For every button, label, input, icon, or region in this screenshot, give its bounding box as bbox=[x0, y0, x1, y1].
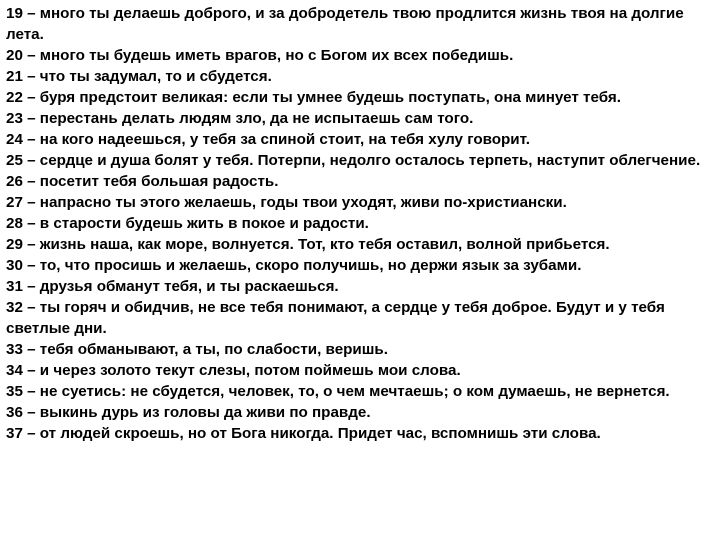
fortune-entry-37: 37 – от людей скроешь, но от Бога никогда. Придет час, вспомнишь эти слова. bbox=[6, 425, 601, 442]
fortune-entry-20: 20 – много ты будешь иметь врагов, но с Богом их всех победишь. bbox=[6, 47, 514, 64]
fortune-entry-26: 26 – посетит тебя большая радость. bbox=[6, 173, 279, 190]
fortune-entry-23: 23 – перестань делать людям зло, да не испытаешь сам того. bbox=[6, 110, 474, 127]
fortune-entry-36: 36 – выкинь дурь из головы да живи по правде. bbox=[6, 404, 371, 421]
fortune-entry-30: 30 – то, что просишь и желаешь, скоро получишь, но держи язык за зубами. bbox=[6, 257, 582, 274]
fortune-entry-25: 25 – сердце и душа болят у тебя. Потерпи, недолго осталось терпеть, наступит облегчение. bbox=[6, 152, 701, 169]
fortune-entry-27: 27 – напрасно ты этого желаешь, годы твои уходят, живи по-христиански. bbox=[6, 194, 567, 211]
fortune-entry-33: 33 – тебя обманывают, а ты, по слабости, веришь. bbox=[6, 341, 388, 358]
fortune-entry-21: 21 – что ты задумал, то и сбудется. bbox=[6, 68, 272, 85]
fortune-entry-34: 34 – и через золото текут слезы, потом поймешь мои слова. bbox=[6, 362, 461, 379]
fortune-entry-29: 29 – жизнь наша, как море, волнуется. Тот, кто тебя оставил, волной прибьется. bbox=[6, 236, 610, 253]
fortune-entry-22: 22 – буря предстоит великая: если ты умнее будешь поступать, она минует тебя. bbox=[6, 89, 622, 106]
fortune-list bbox=[6, 3, 706, 444]
fortune-entry-19: 19 – много ты делаешь доброго, и за добродетель твою продлится жизнь твоя на долгие лета. bbox=[6, 5, 684, 43]
fortune-entry-24: 24 – на кого надеешься, у тебя за спиной стоит, на тебя хулу говорит. bbox=[6, 131, 530, 148]
fortune-entry-31: 31 – друзья обманут тебя, и ты раскаешься. bbox=[6, 278, 339, 295]
fortune-entry-32: 32 – ты горяч и обидчив, не все тебя понимают, а сердце у тебя доброе. Будут и у тебя светлые дни. bbox=[6, 299, 665, 337]
fortune-entry-35: 35 – не суетись: не сбудется, человек, то, о чем мечтаешь; о ком думаешь, не вернется. bbox=[6, 383, 670, 400]
fortune-entry-28: 28 – в старости будешь жить в покое и радости. bbox=[6, 215, 369, 232]
